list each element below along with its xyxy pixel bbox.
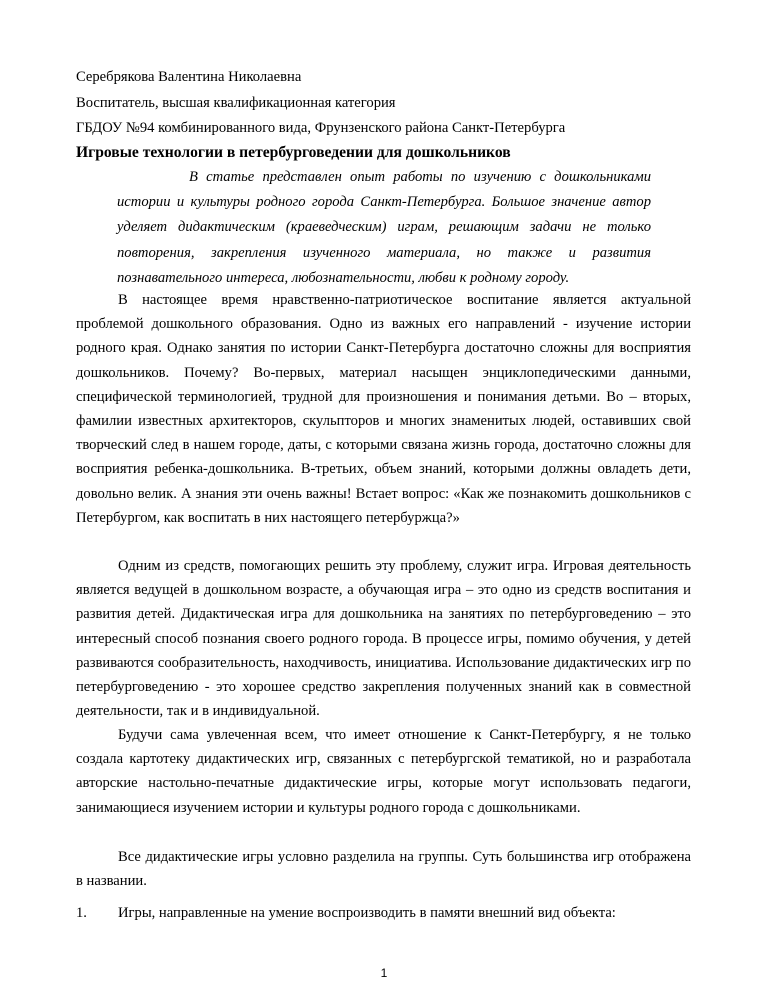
- paragraph-4: Все дидактические игры условно разделила на группы. Суть большинства игр отображена в названии.: [76, 849, 691, 890]
- article-abstract: В статье представлен опыт работы по изучению с дошкольниками истории и культуры родного города Санкт-Петербурга. Большое значение автор уделяет дидактическим (краеведческим) играм, решающим задачи не только повторения, закрепления изученного материала, но также и развития познавательного интереса, любознательности, любви к родному городу.: [117, 169, 651, 286]
- paragraph-1: В настоящее время нравственно-патриотическое воспитание является актуальной проблемой дошкольного образования. Одно из важных его направлений - изучение истории родного края. Однако занятия по истории Санкт-Петербурга достаточно сложны для восприятия дошкольников. Почему? Во-первых, материал насыщен энциклопедическими данными, специфической терминологией, трудной для произношения и понимания детьми. Во – вторых, фамилии известных архитекторов, скульпторов и многих знаменитых людей, оставивших свой творческий след в нашем городе, даты, с которыми связана жизнь города, достаточно сложны для восприятия ребенка-дошкольника. В-третьих, объем знаний, которыми должны овладеть дети, довольно велик. А знания эти очень важны! Встает вопрос: «Как же познакомить дошкольников с Петербургом, как воспитать в них настоящего петербуржца?»: [76, 292, 691, 526]
- author-position: Воспитатель, высшая квалификационная категория: [76, 95, 396, 111]
- author-organization: ГБДОУ №94 комбинированного вида, Фрунзенского района Санкт-Петербурга: [76, 120, 566, 136]
- list-item-text: Игры, направленные на умение воспроизводить в памяти внешний вид объекта:: [118, 905, 616, 921]
- paragraph-3: Будучи сама увлеченная всем, что имеет отношение к Санкт-Петербургу, я не только создала картотеку дидактических игр, связанных с петербургской тематикой, но и разработала авторские настольно-печатные дидактические игры, которые могут использовать педагоги, занимающиеся изучением истории и культуры родного города с дошкольниками.: [76, 727, 691, 816]
- author-name: Серебрякова Валентина Николаевна: [76, 69, 302, 85]
- article-title: Игровые технологии в петербурговедении для дошкольников: [76, 144, 511, 161]
- paragraph-2: Одним из средств, помогающих решить эту проблему, служит игра. Игровая деятельность является ведущей в дошкольном возрасте, а обучающая игра – это одно из средств воспитания и развития детей. Дидактическая игра для дошкольника на занятиях по петербурговедению – это интересный способ познания своего родного города. В процессе игры, помимо обучения, у детей развиваются сообразительность, находчивость, инициатива. Использование дидактических игр по петербурговедению - это хорошее средство закрепления полученных знаний как в совместной деятельности, так и в индивидуальной.: [76, 558, 691, 720]
- list-item-number: 1.: [76, 905, 87, 921]
- page-number: 1: [380, 966, 388, 980]
- list-item: [76, 904, 616, 922]
